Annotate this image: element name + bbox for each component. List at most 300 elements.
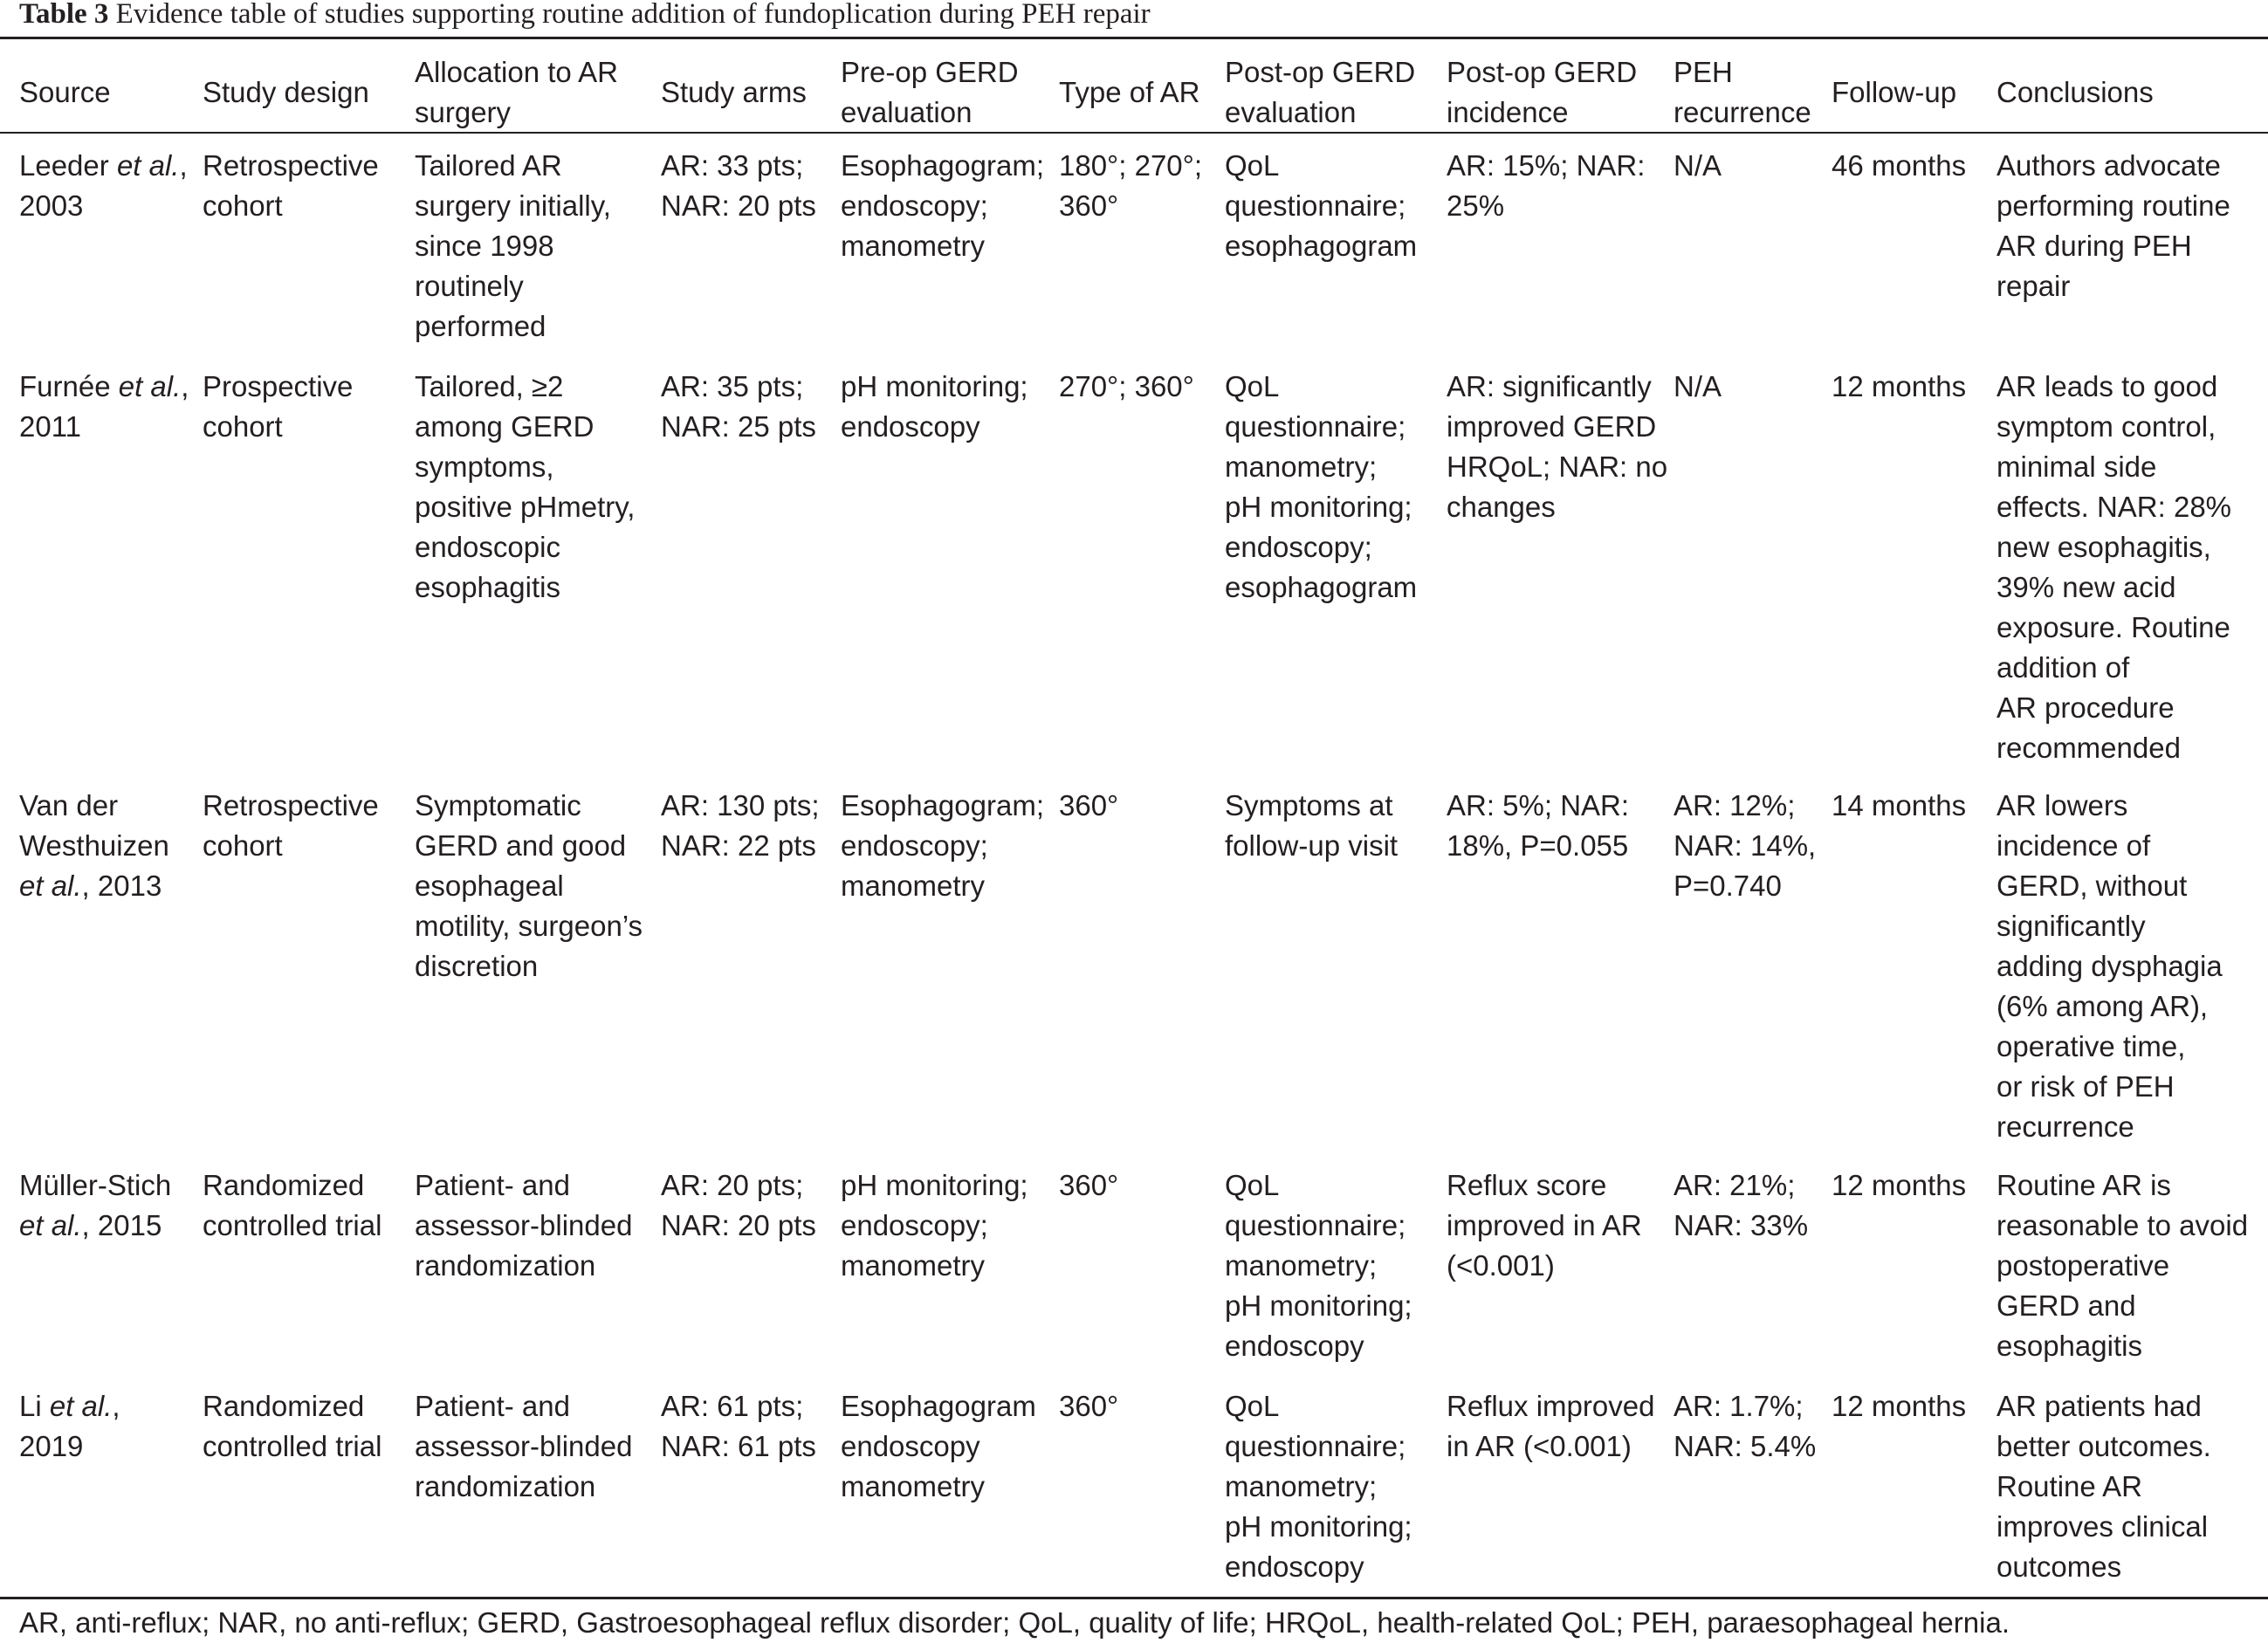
cell-line [19, 826, 169, 866]
column-header-line: evaluation [841, 96, 972, 128]
cell-line [1447, 1206, 1642, 1246]
cell-line [1997, 906, 2223, 946]
table-cell [1674, 146, 1722, 186]
cell-text: 39% new acid [1997, 571, 2176, 603]
cell-text: esophageal [415, 870, 564, 902]
cell-text: controlled trial [203, 1430, 382, 1462]
cell-text: Esophagogram; [841, 789, 1044, 822]
cell-text: endoscopy [841, 410, 980, 443]
cell-line [19, 786, 169, 826]
cell-line [19, 1386, 120, 1426]
column-header-line: recurrence [1674, 96, 1811, 128]
cell-text: questionnaire; [1225, 1209, 1406, 1241]
cell-text: Leeder [19, 149, 117, 182]
cell-line [1997, 567, 2231, 608]
cell-line [661, 826, 820, 866]
cell-text: routinely [415, 270, 524, 302]
cell-line [1674, 367, 1722, 407]
cell-text: 12 months [1832, 370, 1967, 402]
cell-text: manometry; [1225, 1470, 1378, 1502]
table-cell [19, 1165, 171, 1246]
cell-line [415, 1206, 632, 1246]
cell-line [1997, 527, 2231, 567]
cell-text: among GERD [415, 410, 594, 443]
cell-text: 12 months [1832, 1169, 1967, 1201]
column-header [841, 52, 1019, 133]
cell-text: NAR: 5.4% [1674, 1430, 1817, 1462]
cell-text: discretion [415, 950, 539, 982]
cell-text: better outcomes. [1997, 1430, 2211, 1462]
cell-line [1225, 226, 1417, 266]
cell-line [415, 407, 635, 447]
column-header [1447, 52, 1637, 133]
cell-line [1997, 648, 2231, 688]
table-cell [841, 1165, 1028, 1286]
cell-text: 46 months [1832, 149, 1967, 182]
cell-line [415, 1165, 632, 1206]
cell-line [1832, 367, 1966, 407]
cell-text: pH monitoring; [1225, 491, 1412, 523]
cell-text: randomization [415, 1249, 596, 1282]
column-header [661, 72, 807, 113]
table-cell [1447, 1386, 1654, 1467]
cell-line [1997, 1027, 2223, 1067]
table-cell [1225, 367, 1417, 608]
cell-line [1447, 186, 1645, 226]
cell-line [1997, 186, 2230, 226]
cell-text: recommended [1997, 732, 2181, 764]
cell-text: 12 months [1832, 1390, 1967, 1422]
cell-text: Routine AR is [1997, 1169, 2171, 1201]
cell-line [661, 786, 820, 826]
cell-text: positive pHmetry, [415, 491, 636, 523]
table-cell [1832, 367, 1966, 407]
cell-line [203, 146, 379, 186]
cell-text: cohort [203, 829, 283, 862]
table-cell [841, 367, 1028, 447]
cell-text: AR during PEH [1997, 230, 2192, 262]
cell-text: Furnée [19, 370, 119, 402]
cell-text: cohort [203, 189, 283, 222]
cell-line [1997, 866, 2223, 906]
cell-text: AR lowers [1997, 789, 2128, 822]
cell-text: AR patients had [1997, 1390, 2202, 1422]
cell-text: endoscopy [1225, 1550, 1364, 1583]
cell-line [415, 946, 643, 986]
table-cell [1447, 146, 1645, 226]
cell-text: AR: 15%; NAR: [1447, 149, 1646, 182]
cell-text: GERD and good [415, 829, 627, 862]
table-cell [1225, 786, 1398, 866]
cell-text: (<0.001) [1447, 1249, 1555, 1282]
cell-text: randomization [415, 1470, 596, 1502]
cell-line [661, 146, 816, 186]
cell-text-italic: et al. [116, 149, 180, 182]
cell-text: endoscopy; [841, 829, 988, 862]
cell-line [1997, 608, 2231, 648]
cell-line [1832, 1165, 1966, 1206]
cell-line [1997, 1165, 2248, 1206]
cell-line [841, 866, 1044, 906]
cell-text-italic: et al. [118, 370, 182, 402]
column-header-line: Study design [203, 76, 369, 108]
cell-line [1997, 407, 2231, 447]
cell-text: AR: 1.7%; [1674, 1390, 1804, 1422]
cell-text: manometry [841, 230, 986, 262]
table-cell [1447, 786, 1629, 866]
cell-text: 270°; 360° [1059, 370, 1194, 402]
cell-line [415, 866, 643, 906]
cell-text: surgery initially, [415, 189, 611, 222]
cell-text: minimal side [1997, 450, 2157, 483]
cell-line [1447, 407, 1667, 447]
cell-line [1997, 1386, 2211, 1426]
cell-text: AR: 130 pts; [661, 789, 820, 822]
cell-text: Symptomatic [415, 789, 581, 822]
table-cell [19, 146, 188, 226]
cell-line [1225, 1386, 1412, 1426]
cell-text: controlled trial [203, 1209, 382, 1241]
cell-line [1225, 1206, 1412, 1246]
column-header-line: Post-op GERD [1447, 56, 1638, 88]
cell-line [1997, 1286, 2248, 1326]
table-cell [1674, 786, 1816, 906]
cell-line [1225, 367, 1417, 407]
cell-line [1225, 447, 1417, 487]
cell-text: Tailored, ≥2 [415, 370, 564, 402]
cell-line [661, 407, 816, 447]
cell-text: endoscopy [841, 1430, 980, 1462]
cell-text: 2003 [19, 189, 84, 222]
cell-line [415, 826, 643, 866]
cell-line [19, 1426, 120, 1467]
cell-text: manometry [841, 1249, 986, 1282]
cell-line [661, 367, 816, 407]
column-header-line: Pre-op GERD [841, 56, 1019, 88]
cell-line [1997, 1467, 2211, 1507]
bottom-rule [0, 1597, 2268, 1599]
cell-line [415, 447, 635, 487]
table-cell [841, 146, 1044, 266]
cell-line [1674, 1165, 1808, 1206]
cell-line [1059, 786, 1118, 826]
cell-text: in AR (<0.001) [1447, 1430, 1632, 1462]
cell-line [19, 1206, 171, 1246]
cell-line [1674, 146, 1722, 186]
cell-line [1674, 826, 1816, 866]
cell-line [203, 786, 379, 826]
table-cell [1447, 1165, 1642, 1286]
cell-line [1997, 447, 2231, 487]
cell-line [1832, 786, 1966, 826]
cell-line [1225, 1246, 1412, 1286]
table-cell [1059, 146, 1202, 226]
cell-line [1059, 1386, 1118, 1426]
cell-text: Retrospective [203, 149, 379, 182]
cell-text: N/A [1674, 149, 1722, 182]
cell-line [1447, 447, 1667, 487]
cell-line [1225, 1165, 1412, 1206]
cell-text: since 1998 [415, 230, 554, 262]
cell-text: AR: 33 pts; [661, 149, 804, 182]
cell-line [415, 487, 635, 527]
cell-line [661, 1386, 816, 1426]
cell-line [1674, 1386, 1816, 1426]
cell-text: outcomes [1997, 1550, 2122, 1583]
cell-line [19, 866, 169, 906]
cell-text: changes [1447, 491, 1556, 523]
cell-text-italic: et al. [19, 870, 82, 902]
cell-text: NAR: 20 pts [661, 189, 816, 222]
table-cell [1832, 1386, 1966, 1426]
table-cell [661, 1386, 816, 1467]
cell-text: manometry; [1225, 1249, 1378, 1282]
cell-line [841, 786, 1044, 826]
cell-line [1225, 407, 1417, 447]
cell-line [415, 226, 611, 266]
table-cell [1997, 1386, 2211, 1587]
cell-text: esophagitis [1997, 1330, 2142, 1362]
cell-line [203, 367, 353, 407]
cell-text: adding dysphagia [1997, 950, 2223, 982]
cell-text: questionnaire; [1225, 1430, 1406, 1462]
cell-line [1447, 826, 1629, 866]
cell-line [415, 527, 635, 567]
cell-line [1997, 1067, 2223, 1107]
table-cell [841, 786, 1044, 906]
table-cell [203, 1386, 381, 1467]
cell-line [1997, 367, 2231, 407]
cell-text: 2019 [19, 1430, 84, 1462]
table-cell [1674, 1386, 1816, 1467]
cell-line [841, 1426, 1036, 1467]
cell-text: NAR: 25 pts [661, 410, 816, 443]
column-header-line: PEH [1674, 56, 1733, 88]
cell-text: GERD and [1997, 1289, 2136, 1322]
top-rule [0, 37, 2268, 39]
cell-line [1997, 1107, 2223, 1147]
cell-text: 25% [1447, 189, 1505, 222]
cell-line [1832, 146, 1966, 186]
cell-line [19, 407, 189, 447]
cell-line [415, 266, 611, 306]
table-cell [1447, 367, 1667, 527]
cell-text: 18%, P=0.055 [1447, 829, 1629, 862]
table-caption-label: Table 3 [19, 0, 109, 30]
cell-line [203, 186, 379, 226]
cell-text: 360° [1059, 1390, 1119, 1422]
cell-line [1997, 786, 2223, 826]
cell-line [1997, 946, 2223, 986]
table-cell [661, 146, 816, 226]
cell-text-italic: et al. [19, 1209, 82, 1241]
cell-text: significantly [1997, 910, 2146, 942]
cell-text: Symptoms at [1225, 789, 1393, 822]
cell-text-italic: et al. [49, 1390, 113, 1422]
cell-text: or risk of PEH [1997, 1070, 2175, 1103]
cell-text: Patient- and [415, 1390, 570, 1422]
cell-line [1225, 1547, 1412, 1587]
column-header-line: surgery [415, 96, 512, 128]
cell-line [1225, 1426, 1412, 1467]
column-header [1059, 72, 1199, 113]
cell-line [1225, 1467, 1412, 1507]
cell-text: operative time, [1997, 1030, 2186, 1062]
cell-text: Esophagogram [841, 1390, 1036, 1422]
cell-text: QoL [1225, 149, 1280, 182]
cell-text: , [112, 1390, 120, 1422]
cell-line [203, 1206, 381, 1246]
cell-line [203, 1165, 381, 1206]
table-cell [661, 367, 816, 447]
cell-text: manometry; [1225, 450, 1378, 483]
cell-text: Westhuizen [19, 829, 169, 862]
column-header-line: Source [19, 76, 111, 108]
cell-line [661, 1206, 816, 1246]
table-cell [1997, 367, 2231, 768]
cell-line [203, 407, 353, 447]
cell-text: performing routine [1997, 189, 2230, 222]
cell-line [1225, 786, 1398, 826]
cell-text: recurrence [1997, 1110, 2134, 1143]
cell-line [415, 367, 635, 407]
cell-text: 360° [1059, 189, 1119, 222]
table-cell [1997, 786, 2223, 1147]
cell-text: 14 months [1832, 789, 1967, 822]
cell-text: improved GERD [1447, 410, 1657, 443]
table-cell [1059, 1165, 1118, 1206]
table-cell [1997, 1165, 2248, 1366]
cell-line [1997, 728, 2231, 768]
cell-line [1225, 527, 1417, 567]
cell-text: AR: 20 pts; [661, 1169, 804, 1201]
cell-line [19, 186, 188, 226]
column-header [1674, 52, 1811, 133]
cell-line [841, 367, 1028, 407]
table-cell [203, 367, 353, 447]
cell-line [19, 146, 188, 186]
cell-line [1674, 1426, 1816, 1467]
table-cell [415, 1165, 632, 1286]
table-cell [415, 1386, 632, 1507]
table-cell [415, 146, 611, 347]
column-header-line: Conclusions [1997, 76, 2154, 108]
column-header [415, 52, 618, 133]
cell-line [415, 146, 611, 186]
cell-line [1447, 146, 1645, 186]
table-cell [1674, 367, 1722, 407]
header-rule [0, 132, 2268, 134]
table-cell [661, 786, 820, 866]
cell-line [841, 226, 1044, 266]
cell-text: Reflux score [1447, 1169, 1607, 1201]
cell-text: Prospective [203, 370, 354, 402]
cell-line [1997, 986, 2223, 1027]
table-cell [1832, 1165, 1966, 1206]
cell-text: , [179, 149, 188, 182]
column-header [1997, 72, 2154, 113]
table-cell [415, 367, 635, 608]
cell-text: NAR: 22 pts [661, 829, 816, 862]
cell-line [1059, 1165, 1118, 1206]
cell-text: follow-up visit [1225, 829, 1399, 862]
table-cell [1674, 1165, 1808, 1246]
cell-line [1997, 1326, 2248, 1366]
cell-text: motility, surgeon’s [415, 910, 643, 942]
cell-text: N/A [1674, 370, 1722, 402]
table-cell [1059, 786, 1118, 826]
table-cell [203, 146, 379, 226]
cell-text: exposure. Routine [1997, 611, 2230, 643]
cell-line [1997, 266, 2230, 306]
cell-text: 180°; 270°; [1059, 149, 1203, 182]
cell-line [1447, 487, 1667, 527]
cell-line [415, 1386, 632, 1426]
cell-line [1225, 1326, 1412, 1366]
cell-text: Authors advocate [1997, 149, 2221, 182]
cell-text: AR: 21%; [1674, 1169, 1796, 1201]
table-cell [1832, 146, 1966, 186]
table-cell [19, 367, 189, 447]
cell-text: pH monitoring; [841, 370, 1028, 402]
cell-line [415, 786, 643, 826]
cell-text: endoscopy; [1225, 531, 1372, 563]
cell-line [1447, 786, 1629, 826]
cell-line [661, 1426, 816, 1467]
cell-text: esophagitis [415, 571, 560, 603]
table-cell [1997, 146, 2230, 306]
cell-line [841, 826, 1044, 866]
cell-text: Randomized [203, 1169, 365, 1201]
cell-line [1997, 826, 2223, 866]
cell-line [841, 1386, 1036, 1426]
cell-line [1225, 1286, 1412, 1326]
cell-text: AR: 35 pts; [661, 370, 804, 402]
cell-text: questionnaire; [1225, 189, 1406, 222]
table-cell [1059, 1386, 1118, 1426]
cell-text: pH monitoring; [1225, 1510, 1412, 1543]
cell-text: QoL [1225, 1169, 1280, 1201]
cell-line [1997, 1426, 2211, 1467]
cell-line [841, 146, 1044, 186]
cell-line [1225, 186, 1417, 226]
table-caption [19, 0, 1151, 31]
cell-text: endoscopy; [841, 189, 988, 222]
cell-text: pH monitoring; [1225, 1289, 1412, 1322]
cell-text: new esophagitis, [1997, 531, 2211, 563]
cell-line [841, 1246, 1028, 1286]
cell-line [415, 1246, 632, 1286]
cell-text: improves clinical [1997, 1510, 2209, 1543]
column-header-line: Allocation to AR [415, 56, 618, 88]
cell-line [1447, 1246, 1642, 1286]
cell-text: 360° [1059, 789, 1119, 822]
cell-text: assessor-blinded [415, 1430, 633, 1462]
cell-text: questionnaire; [1225, 410, 1406, 443]
table-cell [19, 786, 169, 906]
cell-text: GERD, without [1997, 870, 2188, 902]
cell-line [1997, 226, 2230, 266]
cell-line [415, 906, 643, 946]
cell-text: repair [1997, 270, 2071, 302]
cell-line [1674, 866, 1816, 906]
cell-line [661, 1165, 816, 1206]
cell-text: NAR: 33% [1674, 1209, 1809, 1241]
cell-text: Van der [19, 789, 119, 822]
cell-line [1997, 1246, 2248, 1286]
cell-text: AR procedure [1997, 691, 2175, 724]
cell-line [841, 407, 1028, 447]
